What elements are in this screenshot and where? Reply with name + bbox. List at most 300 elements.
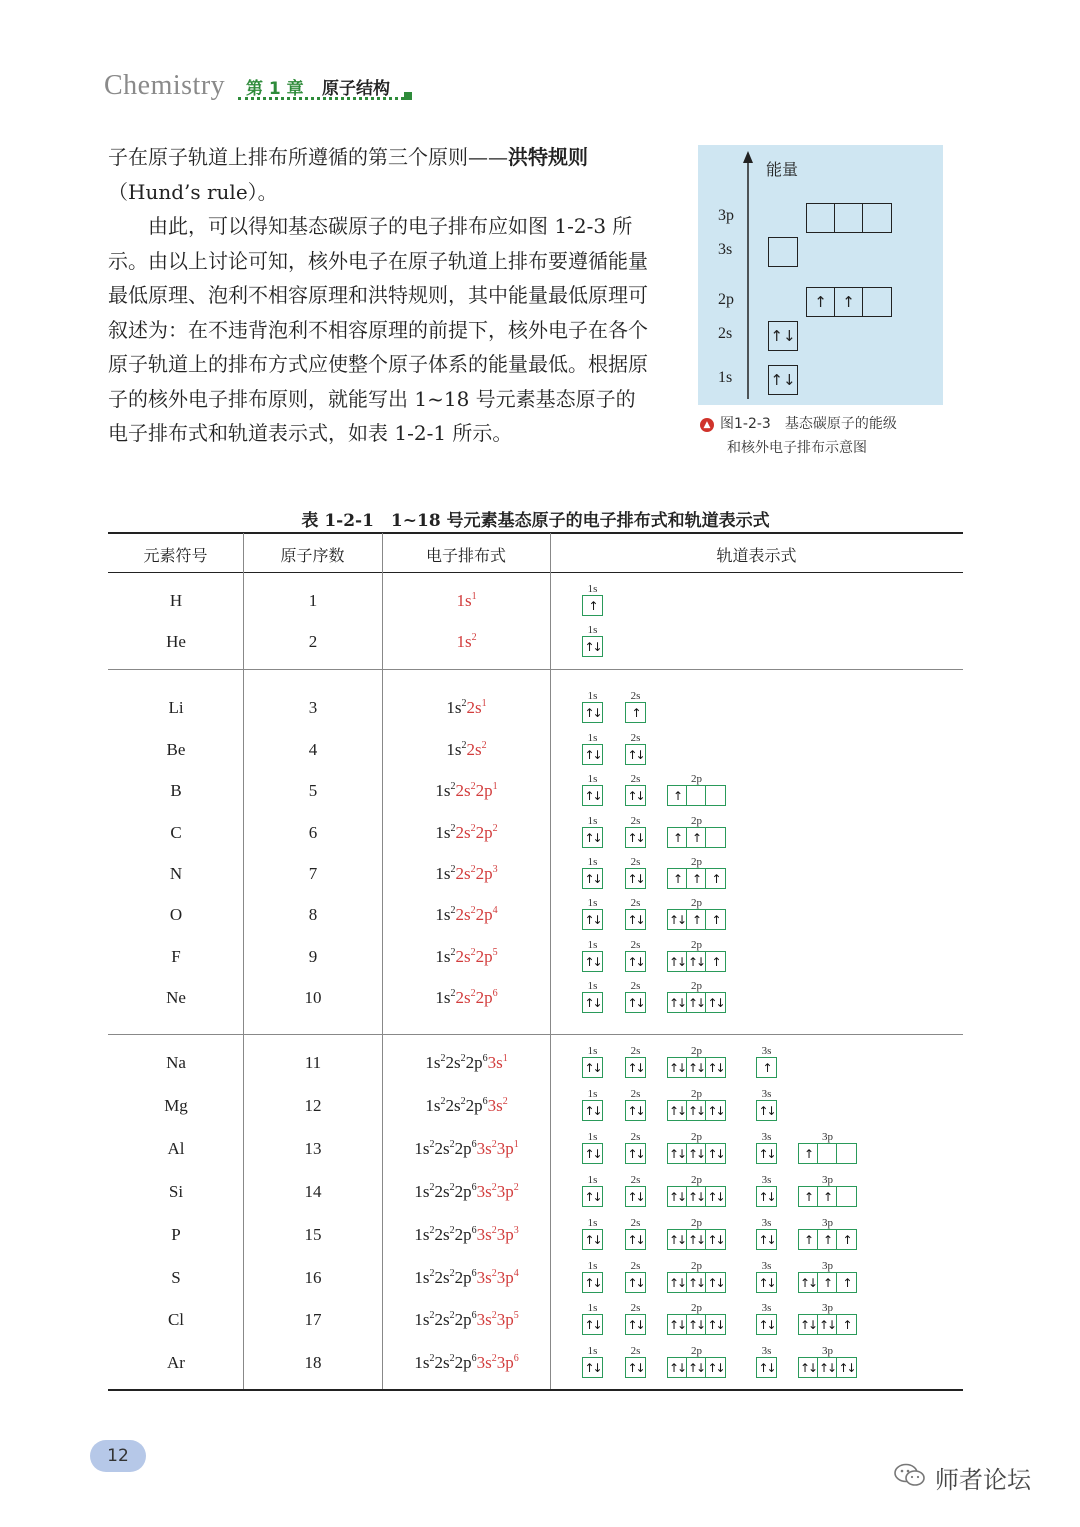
config-term: $2s^2$ [455, 947, 476, 966]
orbital-diagram-3s [756, 1175, 777, 1207]
sublevel-label: 2p [691, 773, 702, 785]
sublevel-label: 2p [691, 980, 702, 992]
orbital-diagram-1s [582, 981, 603, 1013]
level-label-1s: 1s [718, 369, 733, 386]
atomic-number: 7 [308, 864, 318, 883]
orbital-box: ↑↓ [818, 1358, 837, 1377]
config-term: $3p^5$ [496, 1310, 519, 1329]
orbital-box: ↑↓ [584, 639, 601, 654]
orbital-boxes [756, 1100, 777, 1121]
orbital-diagram-3p [798, 1175, 857, 1207]
orbital-boxes [667, 1357, 726, 1378]
page-number: 12 [90, 1440, 146, 1472]
caption-marker-icon: ▲ [700, 418, 714, 432]
element-symbol: N [169, 864, 183, 883]
orbital-boxes [625, 1357, 646, 1378]
element-symbol: Be [166, 740, 186, 759]
orbital-box: ↑ [799, 1187, 818, 1206]
orbital-box: ↑↓ [707, 1189, 724, 1204]
orbital-boxes [798, 1272, 857, 1293]
sublevel-label: 3s [761, 1260, 772, 1272]
config-term: $1s^2$ [435, 905, 456, 924]
orbital-box: ↑↓ [584, 747, 601, 762]
orbital-boxes [582, 992, 603, 1013]
orbital-box: ↑↓ [627, 1275, 644, 1290]
orbital-box: ↑↓ [668, 993, 687, 1012]
orbital-cell [863, 204, 891, 232]
orbital-box: ↑↓ [707, 1360, 724, 1375]
orbital-box: ↑↓ [627, 788, 644, 803]
atomic-number: 16 [304, 1268, 322, 1287]
header-divider [238, 97, 410, 100]
orbital-box: ↑ [711, 954, 720, 969]
config-term: $3p^3$ [496, 1225, 519, 1244]
atomic-number: 18 [304, 1353, 322, 1372]
orbital-boxes [798, 1229, 857, 1250]
electron-configuration [383, 988, 550, 1008]
orbital-diagram-3p [798, 1132, 857, 1164]
orbital-box: ↑↓ [584, 788, 601, 803]
orbital-box: ↑↓ [707, 1146, 724, 1161]
sublevel-label: 2s [630, 980, 641, 992]
element-symbol: Ne [166, 988, 186, 1007]
orbital-boxes [625, 827, 646, 848]
orbital-boxes [582, 702, 603, 723]
sublevel-label: 1s [587, 856, 598, 868]
orbital-boxes [582, 785, 603, 806]
orbital-diagram-3p [798, 1218, 857, 1250]
orbital-box: ↑↓ [707, 1317, 724, 1332]
orbital-diagram-3s [756, 1089, 777, 1121]
sublevel-label: 1s [587, 1174, 598, 1186]
sublevel-label: 2p [691, 1217, 702, 1229]
orbital-boxes [798, 1143, 857, 1164]
config-term: $1s^2$ [414, 1353, 435, 1372]
orbital-box: ↑↓ [799, 1273, 818, 1292]
orbital-box: ↑↓ [707, 995, 724, 1010]
watermark-text: 师者论坛 [935, 1466, 1031, 1494]
orbital-diagram-2p [667, 1261, 726, 1293]
electron-configuration [383, 1182, 550, 1202]
config-term: $2p^5$ [475, 947, 498, 966]
config-term: $3s^2$ [476, 1139, 497, 1158]
orbital-boxes [582, 1057, 603, 1078]
element-symbol: He [166, 632, 186, 651]
electron-configuration [383, 864, 550, 884]
level-label-3s: 3s [718, 241, 733, 258]
orbital-box: ↑ [668, 869, 687, 888]
orbital-box: ↑↓ [584, 954, 601, 969]
level-orbital-3s [768, 237, 798, 267]
orbital-boxes [582, 1229, 603, 1250]
orbital-diagram-3s [756, 1261, 777, 1293]
orbital-boxes [756, 1057, 777, 1078]
orbital-diagram-2p [667, 1046, 726, 1078]
orbital-box: ↑↓ [584, 1360, 601, 1375]
orbital-boxes [625, 992, 646, 1013]
sublevel-label: 1s [587, 1088, 598, 1100]
atomic-number: 2 [308, 632, 318, 651]
orbital-box: ↑↓ [707, 1103, 724, 1118]
element-symbol: O [169, 905, 183, 924]
orbital-box: ↑↓ [584, 995, 601, 1010]
orbital-boxes [756, 1357, 777, 1378]
orbital-diagram-1s [582, 1261, 603, 1293]
orbital-cell: ↑↓ [770, 327, 796, 345]
atomic-number: 10 [304, 988, 322, 1007]
level-orbital-3p [806, 203, 892, 233]
element-symbol: Ar [167, 1353, 185, 1372]
orbital-box: ↑ [668, 786, 687, 805]
level-orbital-2p [806, 287, 892, 317]
orbital-diagram-2s [625, 774, 646, 806]
config-term: $2p^2$ [475, 823, 498, 842]
orbital-boxes [625, 1100, 646, 1121]
orbital-diagram-2p [667, 857, 726, 889]
orbital-boxes [756, 1229, 777, 1250]
orbital-boxes [756, 1314, 777, 1335]
orbital-box: ↑↓ [687, 952, 706, 971]
element-symbol: Na [166, 1053, 186, 1072]
orbital-diagram-1s [582, 1089, 603, 1121]
orbital-box: ↑ [818, 1273, 837, 1292]
orbital-boxes [625, 785, 646, 806]
orbital-box: ↑↓ [627, 871, 644, 886]
electron-configuration [383, 1353, 550, 1373]
table-header-rule [108, 572, 963, 573]
config-term: $2p^6$ [465, 1053, 488, 1072]
level-label-3p: 3p [718, 207, 734, 224]
orbital-box [818, 1144, 837, 1163]
sublevel-label: 2p [691, 1131, 702, 1143]
element-symbol: B [170, 781, 182, 800]
orbital-boxes [582, 636, 603, 657]
config-term: $3s^2$ [476, 1353, 497, 1372]
sublevel-label: 1s [587, 1045, 598, 1057]
orbital-box: ↑↓ [627, 1360, 644, 1375]
config-term: $1s^2$ [414, 1310, 435, 1329]
orbital-box: ↑↓ [758, 1360, 775, 1375]
atomic-number: 17 [304, 1310, 322, 1329]
orbital-box: ↑↓ [687, 993, 706, 1012]
electron-configuration [383, 947, 550, 967]
sublevel-label: 1s [587, 773, 598, 785]
orbital-boxes [582, 909, 603, 930]
electron-configuration [383, 781, 550, 801]
orbital-diagram-2s [625, 1132, 646, 1164]
orbital-diagram-3s [756, 1303, 777, 1335]
header-element-symbol: 元素符号 [143, 546, 208, 565]
orbital-boxes [667, 827, 726, 848]
sublevel-label: 2s [630, 897, 641, 909]
sublevel-label: 3p [822, 1131, 833, 1143]
orbital-box: ↑↓ [687, 1101, 706, 1120]
atomic-number: 11 [304, 1053, 322, 1072]
orbital-boxes [667, 785, 726, 806]
orbital-diagram-2s [625, 691, 646, 723]
config-term: $3s^1$ [487, 1053, 508, 1072]
element-symbol: Si [168, 1182, 184, 1201]
sublevel-label: 1s [587, 690, 598, 702]
orbital-cell: ↑↓ [770, 371, 796, 389]
electron-configuration [383, 823, 550, 843]
orbital-diagram-3s [756, 1132, 777, 1164]
orbital-boxes [625, 1314, 646, 1335]
orbital-boxes [582, 1186, 603, 1207]
element-symbol: H [169, 591, 183, 610]
orbital-box: ↑ [631, 705, 640, 720]
orbital-box: ↑↓ [687, 1230, 706, 1249]
sublevel-label: 3s [761, 1174, 772, 1186]
atomic-number: 1 [308, 591, 318, 610]
table-bottom-rule [108, 1389, 963, 1391]
orbital-diagram-2s [625, 816, 646, 848]
sublevel-label: 2p [691, 897, 702, 909]
table-group-rule-1 [108, 669, 963, 670]
orbital-box: ↑↓ [584, 1275, 601, 1290]
orbital-box: ↑↓ [758, 1232, 775, 1247]
sublevel-label: 2s [630, 1088, 641, 1100]
orbital-box: ↑↓ [687, 1358, 706, 1377]
orbital-diagram-2p [667, 1132, 726, 1164]
electron-configuration [383, 1268, 550, 1288]
sublevel-label: 1s [587, 1302, 598, 1314]
sublevel-label: 1s [587, 1260, 598, 1272]
sublevel-label: 3p [822, 1345, 833, 1357]
orbital-boxes [798, 1357, 857, 1378]
sublevel-label: 3p [822, 1217, 833, 1229]
energy-level-figure [698, 145, 943, 405]
orbital-boxes [582, 1143, 603, 1164]
orbital-boxes [667, 1100, 726, 1121]
orbital-boxes [756, 1186, 777, 1207]
orbital-box: ↑ [818, 1230, 837, 1249]
orbital-box: ↑↓ [687, 1144, 706, 1163]
orbital-box: ↑↓ [627, 747, 644, 762]
orbital-boxes [625, 951, 646, 972]
orbital-boxes [625, 909, 646, 930]
orbital-box: ↑ [668, 828, 687, 847]
orbital-diagram-2s [625, 940, 646, 972]
orbital-box: ↑↓ [627, 1146, 644, 1161]
sublevel-label: 3s [761, 1302, 772, 1314]
orbital-box: ↑ [687, 910, 706, 929]
orbital-box: ↑↓ [758, 1317, 775, 1332]
orbital-boxes [667, 1143, 726, 1164]
orbital-box: ↑↓ [758, 1275, 775, 1290]
sublevel-label: 2s [630, 856, 641, 868]
orbital-boxes [756, 1272, 777, 1293]
config-term: $3s^2$ [476, 1310, 497, 1329]
sublevel-label: 2s [630, 690, 641, 702]
sublevel-label: 2s [630, 1174, 641, 1186]
sublevel-label: 2s [630, 732, 641, 744]
orbital-box: ↑↓ [668, 1273, 687, 1292]
config-term: $2s^1$ [466, 698, 487, 717]
orbital-diagram-2s [625, 1089, 646, 1121]
config-term: $3p^1$ [496, 1139, 519, 1158]
atomic-number: 5 [308, 781, 318, 800]
orbital-boxes [625, 1057, 646, 1078]
sublevel-label: 2s [630, 1260, 641, 1272]
level-orbital-1s [768, 365, 798, 395]
orbital-cell: ↑ [835, 288, 863, 316]
orbital-boxes [667, 951, 726, 972]
electron-configuration [383, 698, 550, 718]
config-term: $1s^2$ [435, 823, 456, 842]
orbital-cell: ↑ [807, 288, 835, 316]
orbital-box: ↑ [842, 1317, 851, 1332]
orbital-diagram-1s [582, 1046, 603, 1078]
orbital-box: ↑↓ [668, 910, 687, 929]
orbital-box: ↑↓ [668, 1058, 687, 1077]
orbital-box: ↑↓ [584, 912, 601, 927]
config-term: $2s^2$ [445, 1053, 466, 1072]
orbital-box: ↑↓ [668, 1358, 687, 1377]
orbital-box: ↑↓ [627, 1060, 644, 1075]
orbital-box: ↑↓ [707, 1232, 724, 1247]
orbital-diagram-1s [582, 1175, 603, 1207]
orbital-box: ↑↓ [627, 954, 644, 969]
config-term: $1s^2$ [446, 698, 467, 717]
sublevel-label: 1s [587, 1131, 598, 1143]
electron-configuration [383, 1053, 550, 1073]
element-symbol: Mg [164, 1096, 188, 1115]
orbital-diagram-3p [798, 1261, 857, 1293]
config-term: $2s^2$ [434, 1139, 455, 1158]
orbital-box: ↑ [799, 1144, 818, 1163]
orbital-diagram-2s [625, 1346, 646, 1378]
orbital-boxes [667, 1272, 726, 1293]
config-term: $2p^3$ [475, 864, 498, 883]
config-term: $2s^2$ [434, 1268, 455, 1287]
orbital-diagram-2s [625, 1218, 646, 1250]
atomic-number: 15 [304, 1225, 322, 1244]
sublevel-label: 2p [691, 1345, 702, 1357]
config-term: $3p^4$ [496, 1268, 519, 1287]
orbital-box: ↑ [588, 598, 597, 613]
orbital-diagram-1s [582, 816, 603, 848]
sublevel-label: 2s [630, 773, 641, 785]
orbital-diagram-1s [582, 1303, 603, 1335]
config-term: $3s^2$ [476, 1268, 497, 1287]
header-atomic-number: 原子序数 [280, 546, 345, 565]
orbital-diagram-3p [798, 1303, 857, 1335]
config-term: $2s^2$ [455, 781, 476, 800]
orbital-box: ↑↓ [584, 1060, 601, 1075]
config-term: $3s^2$ [476, 1225, 497, 1244]
orbital-boxes [756, 1143, 777, 1164]
config-term: $1s^2$ [414, 1182, 435, 1201]
orbital-box: ↑ [799, 1230, 818, 1249]
config-term: $2s^2$ [455, 905, 476, 924]
orbital-boxes [625, 1229, 646, 1250]
config-term: $2p^6$ [475, 988, 498, 1007]
atomic-number: 14 [304, 1182, 322, 1201]
sublevel-label: 2p [691, 1260, 702, 1272]
orbital-box: ↑↓ [627, 995, 644, 1010]
orbital-box [706, 828, 725, 847]
orbital-box: ↑ [711, 871, 720, 886]
sublevel-label: 1s [587, 1345, 598, 1357]
sublevel-label: 3s [761, 1345, 772, 1357]
atomic-number: 4 [308, 740, 318, 759]
orbital-box: ↑↓ [799, 1358, 818, 1377]
sublevel-label: 1s [587, 1217, 598, 1229]
atomic-number: 9 [308, 947, 318, 966]
orbital-box: ↑↓ [584, 1317, 601, 1332]
orbital-diagram-1s [582, 857, 603, 889]
orbital-box: ↑↓ [758, 1189, 775, 1204]
level-orbital-2s [768, 321, 798, 351]
orbital-diagram-2p [667, 898, 726, 930]
orbital-boxes [625, 1186, 646, 1207]
orbital-box: ↑↓ [668, 1187, 687, 1206]
config-term: $1s^2$ [435, 947, 456, 966]
level-label-2s: 2s [718, 325, 733, 342]
config-term: $3s^2$ [487, 1096, 508, 1115]
config-term: $2s^2$ [455, 823, 476, 842]
element-symbol: C [170, 823, 182, 842]
paragraph-1: 子在原子轨道上排布所遵循的第三个原则——洪特规则 （Hund’s rule）。 [108, 145, 588, 204]
orbital-box: ↑↓ [707, 1275, 724, 1290]
orbital-diagram-2s [625, 898, 646, 930]
orbital-box: ↑ [818, 1187, 837, 1206]
energy-axis-arrow [738, 151, 758, 401]
orbital-boxes [625, 744, 646, 765]
electron-configuration [383, 632, 550, 652]
orbital-box [837, 1187, 856, 1206]
config-term: $1s^2$ [446, 740, 467, 759]
sublevel-label: 2p [691, 1174, 702, 1186]
sublevel-label: 2p [691, 939, 702, 951]
element-symbol: S [171, 1268, 181, 1287]
orbital-box: ↑↓ [584, 1189, 601, 1204]
header-electron-config: 电子排布式 [425, 546, 506, 565]
paragraph-2: 由此，可以得知基态碳原子的电子排布应如图 1-2-3 所示。由以上讨论可知，核外电子在原子轨道上排布要遵循能量最低原理、泡利不相容原理和洪特规则，其中能量最低原理可叙述为：在不违背泡利不相容原理的前提下，核外电子在各个原子轨道上的排布方式应使整个原子体系的能量最低。根据原子的核外电子排布原则，就能写出 1~18 号元素基态原子的电子排布式和轨道表示式，如表 1-2-1 所示。 [108, 214, 648, 445]
sublevel-label: 2s [630, 939, 641, 951]
orbital-box: ↑↓ [799, 1315, 818, 1334]
electron-configuration [383, 1225, 550, 1245]
config-term: $3p^2$ [496, 1182, 519, 1201]
atomic-number: 3 [308, 698, 318, 717]
orbital-box: ↑↓ [838, 1360, 855, 1375]
orbital-boxes [582, 595, 603, 616]
orbital-cell [863, 288, 891, 316]
element-symbol: Li [168, 698, 184, 717]
orbital-diagram-2s [625, 981, 646, 1013]
orbital-box: ↑ [842, 1275, 851, 1290]
config-term: $1s^2$ [414, 1268, 435, 1287]
config-term: $1s^2$ [425, 1096, 446, 1115]
orbital-diagram-2p [667, 1303, 726, 1335]
sublevel-label: 2p [691, 1302, 702, 1314]
config-term: $2p^6$ [454, 1139, 477, 1158]
orbital-boxes [582, 744, 603, 765]
orbital-boxes [798, 1186, 857, 1207]
config-term: $1s^2$ [456, 632, 477, 651]
orbital-box: ↑↓ [584, 1232, 601, 1247]
config-term: $2p^6$ [454, 1268, 477, 1287]
config-term: $2p^6$ [454, 1310, 477, 1329]
orbital-diagram-3s [756, 1218, 777, 1250]
orbital-diagram-2p [667, 1175, 726, 1207]
header-orbital-diagram: 轨道表示式 [716, 546, 797, 565]
config-term: $1s^2$ [435, 988, 456, 1007]
orbital-box: ↑↓ [584, 1103, 601, 1118]
orbital-diagram-1s [582, 691, 603, 723]
config-term: $2p^1$ [475, 781, 498, 800]
